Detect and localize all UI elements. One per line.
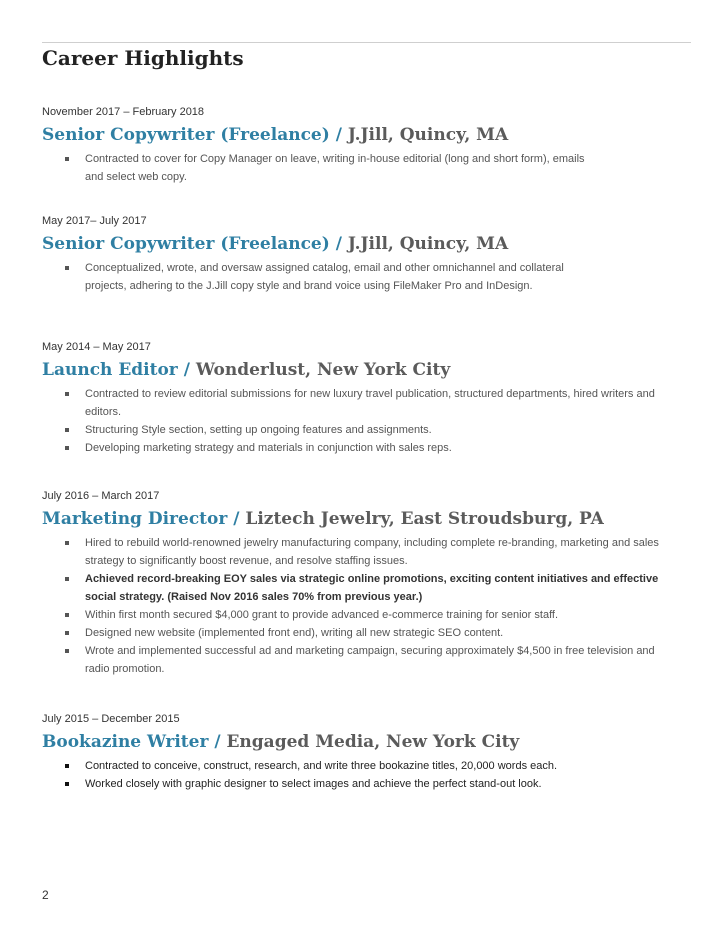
square-bullet-icon bbox=[65, 577, 69, 581]
job-date: May 2017– July 2017 bbox=[42, 215, 147, 227]
job-entry bbox=[42, 489, 692, 678]
square-bullet-icon bbox=[65, 446, 69, 450]
job-role: Bookazine Writer bbox=[42, 732, 209, 752]
square-bullet-icon bbox=[65, 649, 69, 653]
bullet-item: Within first month secured $4,000 grant to provide advanced e-commerce training for senior staff. bbox=[85, 606, 692, 624]
square-bullet-icon bbox=[65, 392, 69, 396]
bullet-item: Designed new website (implemented front end), writing all new strategic SEO content. bbox=[85, 624, 692, 642]
title-separator: / bbox=[329, 125, 348, 145]
job-company: J.Jill, Quincy, MA bbox=[347, 234, 509, 254]
job-company: Liztech Jewelry, East Stroudsburg, PA bbox=[245, 509, 604, 529]
bullet-item: Wrote and implemented successful ad and marketing campaign, securing approximately $4,500 in free television and radio promotion. bbox=[85, 642, 655, 678]
title-separator: / bbox=[177, 360, 196, 380]
square-bullet-icon bbox=[65, 157, 69, 161]
bullet-item: Contracted to conceive, construct, research, and write three bookazine titles, 20,000 words each. bbox=[85, 757, 585, 775]
bullet-item: Conceptualized, wrote, and oversaw assigned catalog, email and other omnichannel and collateral projects, adhering to the J.Jill copy style and brand voice using FileMaker Pro and InDesign. bbox=[85, 259, 580, 295]
bullet-item: Structuring Style section, setting up ongoing features and assignments. bbox=[85, 421, 692, 439]
bullet-item: Contracted to review editorial submissions for new luxury travel publication, structured departments, hired writers and editors. bbox=[85, 385, 675, 421]
job-company: Engaged Media, New York City bbox=[226, 732, 520, 752]
job-entry bbox=[42, 105, 692, 186]
job-entry bbox=[42, 214, 692, 295]
square-bullet-icon bbox=[65, 782, 69, 786]
job-bullets bbox=[42, 259, 692, 295]
job-role: Marketing Director bbox=[42, 509, 228, 529]
job-company: Wonderlust, New York City bbox=[195, 360, 451, 380]
job-bullets bbox=[42, 534, 692, 678]
title-separator: / bbox=[227, 509, 246, 529]
bullet-item: Developing marketing strategy and materials in conjunction with sales reps. bbox=[85, 439, 692, 457]
square-bullet-icon bbox=[65, 266, 69, 270]
page-number: 2 bbox=[42, 888, 49, 902]
job-title bbox=[42, 234, 692, 254]
title-separator: / bbox=[208, 732, 227, 752]
square-bullet-icon bbox=[65, 613, 69, 617]
job-bullets bbox=[42, 757, 692, 793]
job-title bbox=[42, 360, 692, 380]
title-separator: / bbox=[329, 234, 348, 254]
job-title bbox=[42, 732, 692, 752]
bullet-item: Contracted to cover for Copy Manager on leave, writing in-house editorial (long and short form), emails and select web copy. bbox=[85, 150, 605, 186]
square-bullet-icon bbox=[65, 428, 69, 432]
job-bullets bbox=[42, 385, 692, 457]
top-divider bbox=[42, 42, 691, 43]
section-title: Career Highlights bbox=[42, 46, 244, 70]
job-role: Senior Copywriter (Freelance) bbox=[42, 125, 330, 145]
bullet-item-highlight: Achieved record-breaking EOY sales via strategic online promotions, exciting content initiatives and effective social strategy. (Raised Nov 2016 sales 70% from previous year.) bbox=[85, 570, 685, 606]
job-role: Senior Copywriter (Freelance) bbox=[42, 234, 330, 254]
job-entry bbox=[42, 340, 692, 457]
job-bullets bbox=[42, 150, 692, 186]
job-role: Launch Editor bbox=[42, 360, 178, 380]
bullet-item: Worked closely with graphic designer to select images and achieve the perfect stand-out look. bbox=[85, 775, 692, 793]
job-date: May 2014 – May 2017 bbox=[42, 341, 151, 353]
job-title bbox=[42, 509, 692, 529]
job-date: July 2015 – December 2015 bbox=[42, 713, 180, 725]
job-company: J.Jill, Quincy, MA bbox=[347, 125, 509, 145]
job-date: November 2017 – February 2018 bbox=[42, 106, 205, 118]
job-date: July 2016 – March 2017 bbox=[42, 490, 160, 502]
square-bullet-icon bbox=[65, 764, 69, 768]
job-title bbox=[42, 125, 692, 145]
square-bullet-icon bbox=[65, 631, 69, 635]
square-bullet-icon bbox=[65, 541, 69, 545]
bullet-item: Hired to rebuild world-renowned jewelry manufacturing company, including complete re-branding, marketing and sales strategy to significantly boost revenue, and resolve staffing issues. bbox=[85, 534, 685, 570]
job-entry bbox=[42, 712, 692, 793]
